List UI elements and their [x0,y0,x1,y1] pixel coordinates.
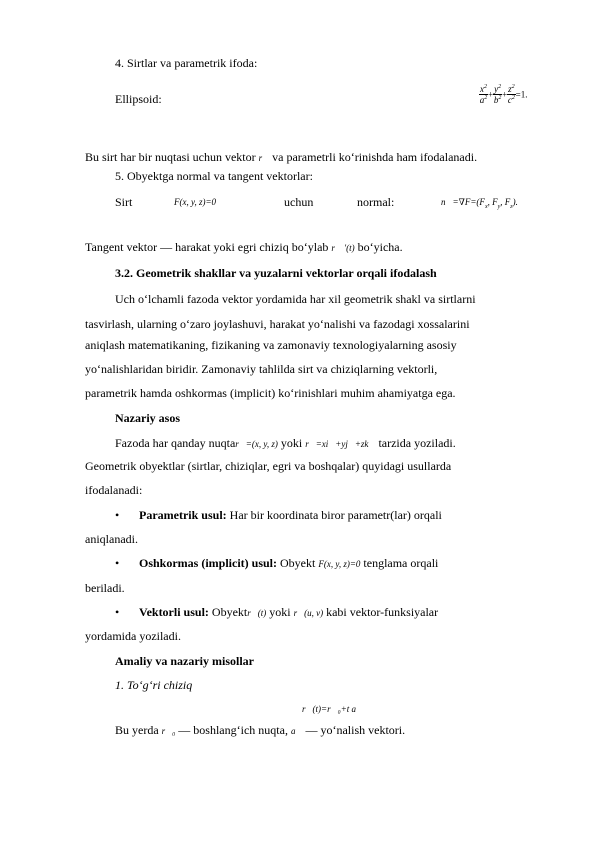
subheading-togri-chiziq: 1. To‘g‘ri chiziq [115,678,193,692]
ellipsoid-label: Ellipsoid: [115,92,162,106]
r0-vector: r⃗₀ [161,726,176,736]
parametric-paragraph: Bu sirt har bir nuqtasi uchun vektor r⃗ va parametrli ko‘rinishda ham ifodalanadi. [85,150,478,164]
paragraph-line: yo‘nalishlaridan biridir. Zamonaviy tahlilda sirt va chiziqlarning vektorli, [85,362,438,376]
paragraph-line: aniqlash matematikaning, fizikaning va zamonaviy texnologiyalarning asosiy [85,338,457,352]
normal-formula: $n⃗=\nabla F=(F_x$, $F_y$, $F_z$). [441,197,518,210]
nazariy-line-2: Geometrik obyektlar (sirtlar, chiziqlar, egri va boshqalar) quyidagi usullarda [85,459,452,473]
point-formula: r⃗=(x, y, z) [235,439,278,449]
paragraph-line: parametrik hamda oshkormas (implicit) ko‘rinishlari muhim ahamiyatga ega. [85,386,456,400]
heading-nazariy-asos: Nazariy asos [115,411,180,425]
sirt-formula: F(x, y, z)=0 [174,197,217,207]
fraction-z2-c2: $\frac{z^2}{c^2}$ [507,84,515,105]
ijk-formula: r⃗=xi⃗+yj⃗+zk⃗ [305,439,376,449]
bullet-marker: • [115,556,120,570]
normal-label: normal: [357,195,395,209]
bullet-parametrik: Parametrik usul: Har bir koordinata biror parametr(lar) orqali [139,508,442,522]
item4-title: 4. Sirtlar va parametrik ifoda: [115,56,258,70]
last-line: Bu yerda r⃗₀ — boshlang‘ich nuqta, a⃗ — yo‘nalish vektori. [115,723,406,737]
bullet-continuation: yordamida yoziladi. [85,629,181,643]
uchun-label: uchun [284,195,314,209]
bullet-marker: • [115,508,120,522]
bullet-continuation: beriladi. [85,581,125,595]
bullet-marker: • [115,605,120,619]
a-vector: a⃗ [290,726,303,736]
bullet-oshkormas: Oshkormas (implicit) usul: Obyekt F(x, y, z)=0 tenglama orqali [139,556,439,570]
section-heading-3-2: 3.2. Geometrik shakllar va yuzalarni vektorlar orqali ifodalash [115,266,437,280]
implicit-formula: F(x, y, z)=0 [318,559,361,569]
tangent-paragraph: Tangent vektor — harakat yoki egri chiziq bo‘ylab r⃗ ′(t) bo‘yicha. [85,240,403,254]
fraction-x2-a2: $\frac{x^2}{a^2}$ [479,84,488,105]
vector-function-uv: r⃗(u, v) [293,608,324,618]
paragraph-line: Uch o‘lchamli fazoda vektor yordamida har xil geometrik shakl va sirtlarni [115,292,476,306]
ellipsoid-formula: $\frac{x^2}{a^2}$ + $\frac{y^2}{b^2}$ + $\frac{z^2}{c^2}$ =1. [479,84,528,105]
nazariy-line-1: Fazoda har qanday nuqtar⃗=(x, y, z) yoki r⃗=xi⃗+yj⃗+zk⃗ tarzida yoziladi. [115,436,456,450]
tangent-formula: r⃗ ′(t) [331,243,355,253]
paragraph-line: tasvirlash, ularning o‘zaro joylashuvi, harakat yo‘nalishi va fazodagi xossalarini [85,317,470,331]
fraction-y2-b2: $\frac{y^2}{b^2}$ [493,84,502,105]
item5-title: 5. Obyektga normal va tangent vektorlar: [115,169,313,183]
bullet-continuation: aniqlanadi. [85,532,138,546]
nazariy-line-3: ifodalanadi: [85,483,143,497]
sirt-label: Sirt [115,195,133,209]
line-equation: r⃗(t)=r⃗₀+t a⃗ [302,704,364,714]
heading-amaliy: Amaliy va nazariy misollar [115,654,254,668]
bullet-vektorli: Vektorli usul: Obyektr⃗(t) yoki r⃗(u, v) kabi vektor-funksiyalar [139,605,439,619]
vector-function-t: r⃗(t) [247,608,267,618]
